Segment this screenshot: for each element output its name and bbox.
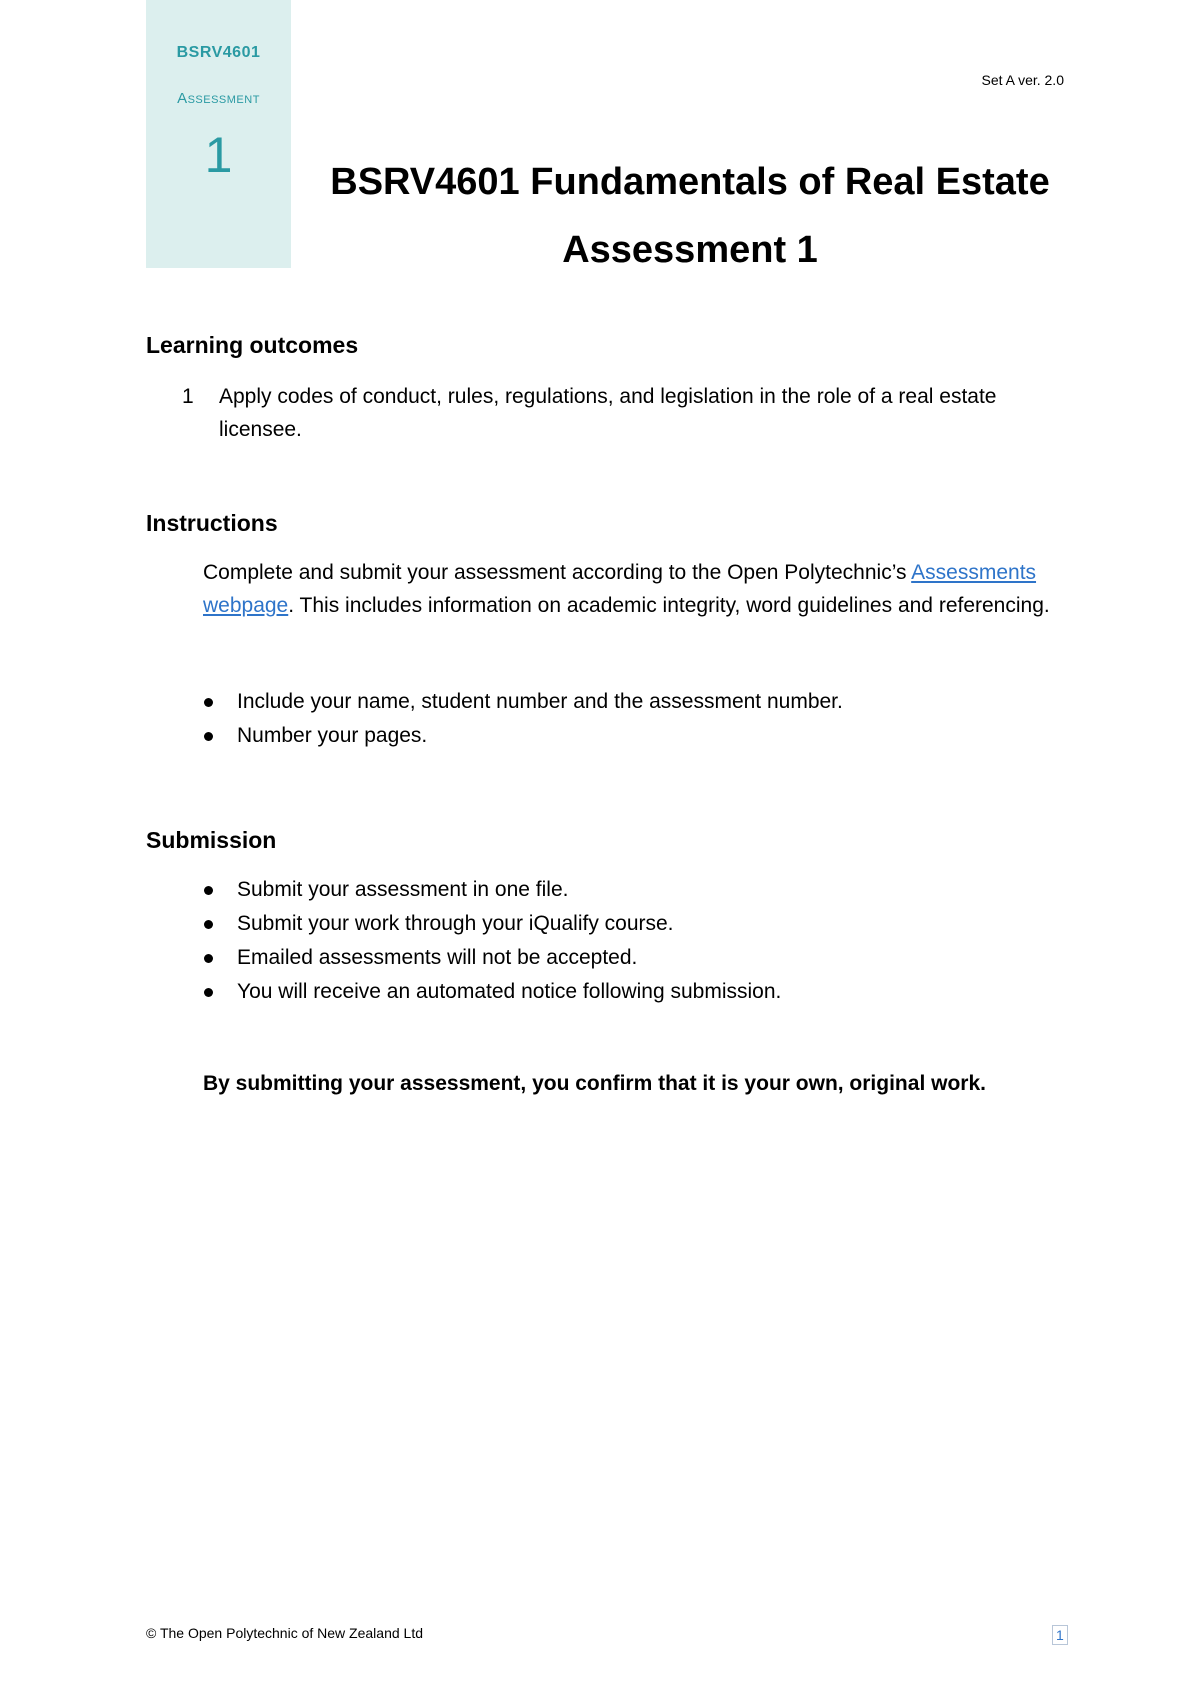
list-item: Submit your assessment in one file. xyxy=(203,873,781,907)
title-line-1: BSRV4601 Fundamentals of Real Estate xyxy=(330,161,1050,203)
originality-confirmation: By submitting your assessment, you confirm that it is your own, original work. xyxy=(203,1072,986,1095)
instructions-text-after: . This includes information on academic integrity, word guidelines and referencing. xyxy=(288,594,1050,617)
assessment-label: Assessment xyxy=(177,90,260,107)
list-item: Include your name, student number and the assessment number. xyxy=(203,685,843,719)
version-label: Set A ver. 2.0 xyxy=(981,72,1064,88)
footer-page-number: 1 xyxy=(1052,1625,1068,1645)
learning-outcome-item xyxy=(182,380,1062,446)
course-code: BSRV4601 xyxy=(176,44,261,61)
instructions-paragraph xyxy=(203,556,1063,622)
footer-copyright: © The Open Polytechnic of New Zealand Ltd xyxy=(146,1625,423,1641)
assessments-webpage-link[interactable]: Assessments webpage xyxy=(203,561,1037,617)
instructions-text-before: Complete and submit your assessment according to the Open Polytechnic’s xyxy=(203,561,912,584)
page-title xyxy=(300,148,1080,284)
learning-outcomes-heading: Learning outcomes xyxy=(146,332,359,358)
submission-bullet-list xyxy=(203,873,781,1009)
outcome-text: Apply codes of conduct, rules, regulations, and legislation in the role of a real estate licensee. xyxy=(219,385,997,441)
assessment-side-tab xyxy=(146,0,291,268)
list-item: You will receive an automated notice following submission. xyxy=(203,975,781,1009)
list-item: Submit your work through your iQualify course. xyxy=(203,907,781,941)
submission-heading: Submission xyxy=(146,827,277,853)
instructions-heading: Instructions xyxy=(146,510,278,536)
assessment-number: 1 xyxy=(204,127,233,183)
title-line-2: Assessment 1 xyxy=(562,229,818,271)
outcome-number: 1 xyxy=(182,385,194,408)
instructions-bullet-list xyxy=(203,685,843,753)
list-item: Number your pages. xyxy=(203,719,843,753)
list-item: Emailed assessments will not be accepted. xyxy=(203,941,781,975)
